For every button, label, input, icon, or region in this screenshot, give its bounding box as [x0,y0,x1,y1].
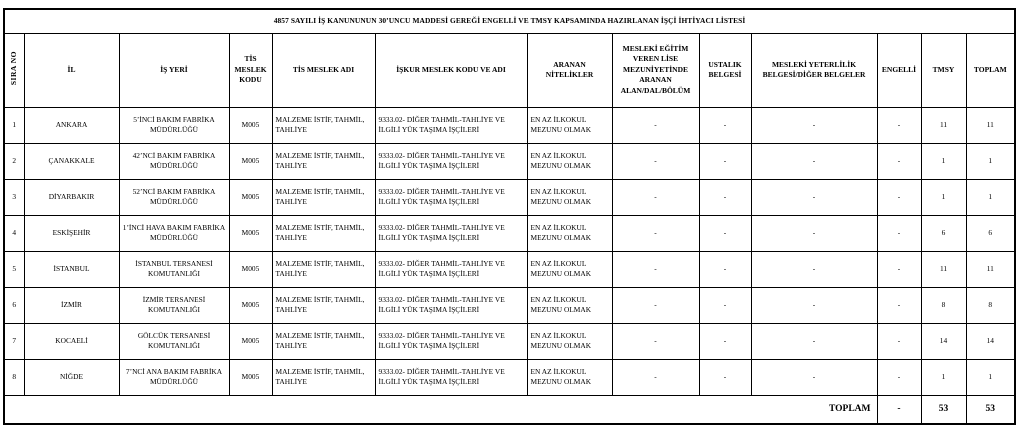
cell-ustalik-belgesi: - [699,179,751,215]
cell-il: NİĞDE [24,359,119,395]
cell-mesleki-egitim: - [612,107,699,143]
cell-iskur-meslek-kodu: 9333.02- DİĞER TAHMİL-TAHLİYE VE İLGİLİ YÜK TAŞIMA İŞÇİLERİ [375,287,527,323]
column-header-ustalik-belgesi: USTALIK BELGESİ [699,33,751,107]
cell-sira-no: 2 [4,143,24,179]
cell-is-yeri: 7’NCİ ANA BAKIM FABRİKA MÜDÜRLÜĞÜ [119,359,229,395]
cell-aranan-nitelikler: EN AZ İLKOKUL MEZUNU OLMAK [527,359,612,395]
cell-sira-no: 4 [4,215,24,251]
cell-sira-no: 8 [4,359,24,395]
table-row [4,359,1015,395]
column-header-is-yeri: İŞ YERİ [119,33,229,107]
table-row [4,251,1015,287]
cell-sira-no: 3 [4,179,24,215]
cell-engelli: - [877,215,921,251]
cell-iskur-meslek-kodu: 9333.02- DİĞER TAHMİL-TAHLİYE VE İLGİLİ YÜK TAŞIMA İŞÇİLERİ [375,215,527,251]
cell-toplam: 6 [966,215,1015,251]
cell-mesleki-yeterlilik: - [751,287,877,323]
title-row [4,9,1015,33]
cell-engelli: - [877,143,921,179]
cell-aranan-nitelikler: EN AZ İLKOKUL MEZUNU OLMAK [527,107,612,143]
cell-toplam: 1 [966,179,1015,215]
cell-tmsy: 14 [921,323,966,359]
cell-tis-meslek-kodu: M005 [229,107,272,143]
column-header-il: İL [24,33,119,107]
cell-tis-meslek-adi: MALZEME İSTİF, TAHMİL, TAHLİYE [272,359,375,395]
cell-aranan-nitelikler: EN AZ İLKOKUL MEZUNU OLMAK [527,143,612,179]
cell-il: DİYARBAKIR [24,179,119,215]
table-row [4,287,1015,323]
cell-is-yeri: GÖLCÜK TERSANESİ KOMUTANLIĞI [119,323,229,359]
cell-sira-no: 5 [4,251,24,287]
cell-ustalik-belgesi: - [699,215,751,251]
cell-engelli: - [877,359,921,395]
column-header-toplam: TOPLAM [966,33,1015,107]
cell-toplam: 11 [966,107,1015,143]
cell-toplam: 11 [966,251,1015,287]
cell-iskur-meslek-kodu: 9333.02- DİĞER TAHMİL-TAHLİYE VE İLGİLİ YÜK TAŞIMA İŞÇİLERİ [375,359,527,395]
cell-is-yeri: 52’NCİ BAKIM FABRİKA MÜDÜRLÜĞÜ [119,179,229,215]
cell-tmsy: 6 [921,215,966,251]
cell-toplam: 14 [966,323,1015,359]
cell-iskur-meslek-kodu: 9333.02- DİĞER TAHMİL-TAHLİYE VE İLGİLİ YÜK TAŞIMA İŞÇİLERİ [375,251,527,287]
sira-no-vertical-label: SIRA NO [9,51,18,86]
table-body [4,107,1015,395]
cell-aranan-nitelikler: EN AZ İLKOKUL MEZUNU OLMAK [527,251,612,287]
cell-engelli: - [877,179,921,215]
cell-sira-no: 6 [4,287,24,323]
cell-mesleki-egitim: - [612,359,699,395]
cell-is-yeri: 42’NCİ BAKIM FABRİKA MÜDÜRLÜĞÜ [119,143,229,179]
cell-tmsy: 11 [921,251,966,287]
cell-tis-meslek-adi: MALZEME İSTİF, TAHMİL, TAHLİYE [272,215,375,251]
cell-tis-meslek-adi: MALZEME İSTİF, TAHMİL, TAHLİYE [272,179,375,215]
cell-ustalik-belgesi: - [699,287,751,323]
cell-aranan-nitelikler: EN AZ İLKOKUL MEZUNU OLMAK [527,215,612,251]
cell-mesleki-egitim: - [612,179,699,215]
cell-tis-meslek-kodu: M005 [229,143,272,179]
cell-il: İZMİR [24,287,119,323]
cell-tis-meslek-kodu: M005 [229,287,272,323]
cell-engelli: - [877,107,921,143]
cell-sira-no: 1 [4,107,24,143]
cell-mesleki-yeterlilik: - [751,215,877,251]
cell-aranan-nitelikler: EN AZ İLKOKUL MEZUNU OLMAK [527,287,612,323]
column-header-tis-meslek-kodu: TİS MESLEK KODU [229,33,272,107]
column-header-tis-meslek-adi: TİS MESLEK ADI [272,33,375,107]
cell-ustalik-belgesi: - [699,323,751,359]
footer-tmsy-total: 53 [921,395,966,424]
cell-tmsy: 1 [921,179,966,215]
footer-toplam-total: 53 [966,395,1015,424]
cell-sira-no: 7 [4,323,24,359]
footer-total-label: TOPLAM [4,395,877,424]
cell-mesleki-egitim: - [612,215,699,251]
column-header-mesleki-egitim: MESLEKİ EĞİTİM VEREN LİSE MEZUNİYETİNDE ARANAN ALAN/DAL/BÖLÜM [612,33,699,107]
cell-tis-meslek-kodu: M005 [229,251,272,287]
cell-il: ÇANAKKALE [24,143,119,179]
cell-tis-meslek-kodu: M005 [229,359,272,395]
cell-mesleki-yeterlilik: - [751,359,877,395]
cell-mesleki-yeterlilik: - [751,251,877,287]
cell-is-yeri: 1’İNCİ HAVA BAKIM FABRİKA MÜDÜRLÜĞÜ [119,215,229,251]
cell-aranan-nitelikler: EN AZ İLKOKUL MEZUNU OLMAK [527,323,612,359]
column-header-iskur-meslek-kodu: İŞKUR MESLEK KODU VE ADI [375,33,527,107]
document-title: 4857 SAYILI İŞ KANUNUNUN 30’UNCU MADDESİ GEREĞİ ENGELLİ VE TMSY KAPSAMINDA HAZIRLANAN İŞÇİ İHTİYACI LİSTESİ [4,9,1015,33]
cell-mesleki-egitim: - [612,287,699,323]
isci-ihtiyaci-table [3,8,1016,425]
cell-is-yeri: İSTANBUL TERSANESİ KOMUTANLIĞI [119,251,229,287]
cell-tis-meslek-adi: MALZEME İSTİF, TAHMİL, TAHLİYE [272,323,375,359]
column-header-engelli: ENGELLİ [877,33,921,107]
cell-toplam: 8 [966,287,1015,323]
cell-toplam: 1 [966,143,1015,179]
cell-tis-meslek-adi: MALZEME İSTİF, TAHMİL, TAHLİYE [272,107,375,143]
cell-ustalik-belgesi: - [699,359,751,395]
cell-iskur-meslek-kodu: 9333.02- DİĞER TAHMİL-TAHLİYE VE İLGİLİ YÜK TAŞIMA İŞÇİLERİ [375,143,527,179]
cell-is-yeri: İZMİR TERSANESİ KOMUTANLIĞI [119,287,229,323]
cell-il: KOCAELİ [24,323,119,359]
cell-il: ESKİŞEHİR [24,215,119,251]
cell-tis-meslek-adi: MALZEME İSTİF, TAHMİL, TAHLİYE [272,287,375,323]
footer-engelli-total: - [877,395,921,424]
cell-ustalik-belgesi: - [699,107,751,143]
header-row [4,33,1015,107]
cell-is-yeri: 5’İNCİ BAKIM FABRİKA MÜDÜRLÜĞÜ [119,107,229,143]
cell-mesleki-yeterlilik: - [751,107,877,143]
cell-engelli: - [877,287,921,323]
cell-engelli: - [877,251,921,287]
cell-mesleki-egitim: - [612,323,699,359]
table-row [4,143,1015,179]
cell-tis-meslek-kodu: M005 [229,323,272,359]
cell-mesleki-egitim: - [612,143,699,179]
column-header-tmsy: TMSY [921,33,966,107]
cell-mesleki-egitim: - [612,251,699,287]
cell-il: ANKARA [24,107,119,143]
cell-tis-meslek-kodu: M005 [229,179,272,215]
table-row [4,323,1015,359]
footer-total-row [4,395,1015,424]
column-header-mesleki-yeterlilik: MESLEKİ YETERLİLİK BELGESİ/DİĞER BELGELER [751,33,877,107]
cell-tmsy: 11 [921,107,966,143]
cell-iskur-meslek-kodu: 9333.02- DİĞER TAHMİL-TAHLİYE VE İLGİLİ YÜK TAŞIMA İŞÇİLERİ [375,107,527,143]
cell-mesleki-yeterlilik: - [751,323,877,359]
cell-mesleki-yeterlilik: - [751,143,877,179]
cell-tis-meslek-adi: MALZEME İSTİF, TAHMİL, TAHLİYE [272,251,375,287]
cell-aranan-nitelikler: EN AZ İLKOKUL MEZUNU OLMAK [527,179,612,215]
cell-tis-meslek-adi: MALZEME İSTİF, TAHMİL, TAHLİYE [272,143,375,179]
cell-tmsy: 8 [921,287,966,323]
column-header-sira-no [4,33,24,107]
table-row [4,179,1015,215]
cell-iskur-meslek-kodu: 9333.02- DİĞER TAHMİL-TAHLİYE VE İLGİLİ YÜK TAŞIMA İŞÇİLERİ [375,323,527,359]
cell-ustalik-belgesi: - [699,143,751,179]
cell-engelli: - [877,323,921,359]
cell-il: İSTANBUL [24,251,119,287]
cell-ustalik-belgesi: - [699,251,751,287]
cell-toplam: 1 [966,359,1015,395]
cell-tmsy: 1 [921,359,966,395]
table-row [4,107,1015,143]
cell-mesleki-yeterlilik: - [751,179,877,215]
column-header-aranan-nitelikler: ARANAN NİTELİKLER [527,33,612,107]
cell-tmsy: 1 [921,143,966,179]
cell-tis-meslek-kodu: M005 [229,215,272,251]
table-row [4,215,1015,251]
cell-iskur-meslek-kodu: 9333.02- DİĞER TAHMİL-TAHLİYE VE İLGİLİ YÜK TAŞIMA İŞÇİLERİ [375,179,527,215]
